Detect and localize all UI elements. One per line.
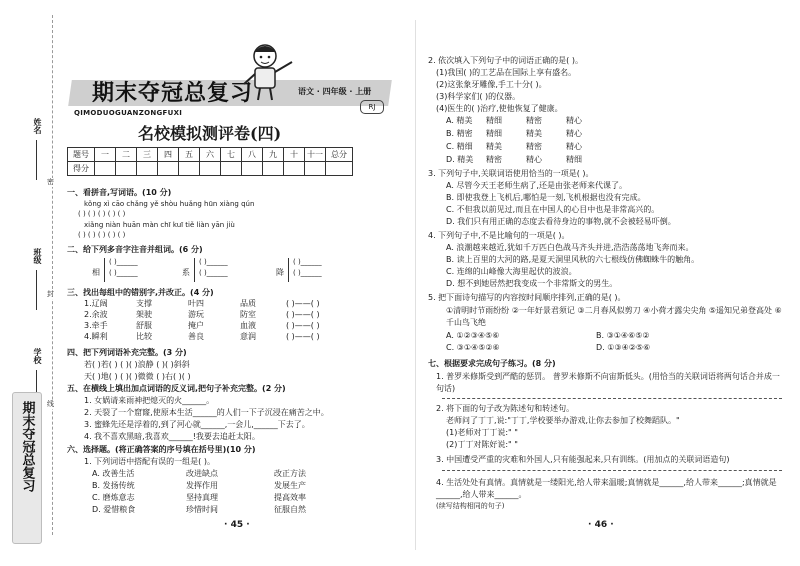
name-line [36, 140, 37, 180]
class-line [36, 270, 37, 310]
choice-option: 精细 [486, 116, 502, 125]
score-cell[interactable] [263, 162, 284, 176]
antonym-line-4[interactable]: 4. 我不喜欢黑暗,我喜欢______!我要去追赶太阳。 [84, 432, 260, 441]
q2-line-4: (4)医生的( )治疗,使他恢复了健康。 [436, 104, 563, 113]
score-cell[interactable] [158, 162, 179, 176]
section-5-title: 五、在横线上填出加点词语的反义词,把句子补充完整。(2 分) [67, 384, 286, 393]
section-7-title: 七、根据要求完成句子练习。(8 分) [428, 359, 556, 368]
seal-mark-3: 线 [47, 400, 54, 408]
strip-brand-box [12, 392, 42, 544]
choice-option: 征服自然 [274, 505, 306, 514]
choice-option: D. 爱惜粮食 [92, 505, 136, 514]
typo-word: 舒服 [136, 321, 152, 330]
choice-option-row[interactable] [446, 116, 582, 129]
q3-stem: 3. 下列句子中,关联词语使用恰当的一项是( )。 [428, 169, 594, 178]
choice-option-row[interactable] [446, 129, 582, 142]
choice-option-row[interactable] [92, 505, 306, 517]
choice-option: A. 改善生活 [92, 469, 135, 478]
choice-option-row[interactable] [92, 493, 306, 505]
paper-title: 名校模拟测评卷(四) [138, 124, 282, 143]
choice-option: 发挥作用 [186, 481, 218, 490]
typo-row [84, 310, 320, 321]
q2-stem: 2. 依次填入下列句子中的词语正确的是( )。 [428, 56, 583, 65]
typo-word: 叶四 [188, 299, 204, 308]
name-label: 姓名 [33, 118, 42, 134]
choice-option-row[interactable] [446, 331, 650, 343]
typo-table [84, 299, 320, 343]
typo-answer[interactable]: ( )——( ) [286, 332, 320, 341]
typo-word: 支撑 [136, 299, 152, 308]
answer-brackets-1[interactable]: ( ) ( ) ( ) ( ) ( ) [78, 210, 126, 218]
score-cell[interactable] [326, 162, 353, 176]
typo-word: 善良 [188, 332, 204, 341]
typo-word: 防室 [240, 310, 256, 319]
q5-items: ①清明时节雨纷纷 ②一年好景君须记 ③二月春风似剪刀 ④小荷才露尖尖角 ⑤遥知兄弟登高处 ⑥千山鸟飞绝 [446, 306, 782, 327]
idiom-row-1[interactable]: 若( )若( ) ( )( )浪静 ( )( )斜斜 [84, 360, 190, 369]
choice-option: 精心 [566, 142, 582, 151]
s7-q2-answer-2[interactable]: (2)丁丁对陈好说:" " [446, 440, 518, 449]
q2-line-1: (1)我国( )的工艺品在国际上享有盛名。 [436, 68, 577, 77]
choice-option: C. 精细 [446, 142, 473, 151]
typo-word: 意润 [240, 332, 256, 341]
typo-row [84, 321, 320, 332]
choice-q1-options [92, 469, 306, 517]
score-head-cell: 五 [179, 148, 200, 162]
choice-option: 精心 [526, 155, 542, 164]
typo-word: 架驶 [136, 310, 152, 319]
choice-option: 精细 [486, 129, 502, 138]
page-number-left-value: 45 [230, 520, 244, 530]
choice-option: 改进缺点 [186, 469, 218, 478]
polyphone-2-brace: ( )______ ( )______ [194, 258, 255, 282]
typo-answer[interactable]: ( )——( ) [286, 321, 320, 330]
answer-line[interactable] [442, 470, 782, 471]
score-table [67, 147, 353, 176]
strip-brand-text: 期末夺冠总复习 [19, 401, 35, 492]
idiom-row-2[interactable]: 天( )地( ) ( )( )微微 ( )右( )( ) [84, 372, 191, 381]
choice-option-row[interactable] [446, 343, 650, 355]
score-cell[interactable] [200, 162, 221, 176]
typo-word: 游玩 [188, 310, 204, 319]
score-cell[interactable] [95, 162, 116, 176]
choice-option: A. 精美 [446, 116, 473, 125]
q4-option-b[interactable]: B. 读上百里的大河的路,是夏天洞里风秋的六七根线仿佛蜘蛛牛的触角。 [446, 255, 700, 264]
score-head-cell: 八 [242, 148, 263, 162]
choice-option: 精心 [566, 116, 582, 125]
polyphone-2: 系 [182, 268, 190, 277]
section-4-title: 四、把下列词语补充完整。(3 分) [67, 348, 187, 357]
q3-option-d[interactable]: D. 我们只有用正确的态度去看待身边的事物,就不会被轻易吓倒。 [446, 217, 676, 226]
section-3-title: 三、找出每组中的错别字,并改正。(4 分) [67, 288, 214, 297]
answer-brackets-2[interactable]: ( ) ( ) ( ) ( ) ( ) [78, 231, 126, 239]
score-head-cell: 总分 [326, 148, 353, 162]
q4-stem: 4. 下列句子中,不是比喻句的一项是( )。 [428, 231, 570, 240]
typo-word: 1.辽阔 [84, 299, 108, 308]
q4-option-c[interactable]: C. 连绵的山峰像大海里起伏的波浪。 [446, 267, 577, 276]
choice-option: 精密 [526, 142, 542, 151]
section-6-title: 六、选择题。(将正确答案的序号填在括号里)(10 分) [67, 445, 256, 454]
choice-option: D. 精美 [446, 155, 474, 164]
typo-word: 3.牵手 [84, 321, 108, 330]
choice-option: B. ③①④⑥⑤② [596, 331, 650, 340]
section-1-title: 一、看拼音,写词语。(10 分) [67, 188, 172, 197]
pinyin-row-1: kǒng xì cāo chǎng yě shòu huǎng hūn xiàng qún [84, 200, 255, 208]
choice-option: 精心 [566, 129, 582, 138]
score-cell[interactable] [179, 162, 200, 176]
typo-word: 2.余波 [84, 310, 108, 319]
header-title: 期末夺冠总复习 [92, 81, 254, 106]
class-label: 班级 [33, 248, 42, 264]
q5-stem: 5. 把下面诗句描写的内容按时间顺序排列,正确的是( )。 [428, 293, 626, 302]
score-header-row [68, 148, 353, 162]
page-number-right: · 46 · [588, 520, 614, 530]
score-head-cell: 十 [284, 148, 305, 162]
binding-strip [0, 0, 66, 566]
mascot-icon [230, 40, 300, 102]
q2-line-2: (2)这张象牙雕像,手工十分( )。 [436, 80, 547, 89]
typo-word: 比较 [136, 332, 152, 341]
score-cell[interactable] [284, 162, 305, 176]
s7-q4-note: (续写结构相同的句子) [436, 502, 505, 510]
choice-option: 精细 [566, 155, 582, 164]
score-head-cell: 题号 [68, 148, 95, 162]
choice-option: 改正方法 [274, 469, 306, 478]
seal-mark: 密 [47, 178, 54, 186]
score-cell[interactable] [116, 162, 137, 176]
q2-options [446, 116, 582, 168]
pinyin-row-2: xiǎng niàn huān màn chī kuī tiě liàn yān jiù [84, 221, 235, 229]
choice-option: 精密 [526, 116, 542, 125]
choice-q1: 1. 下列词语中搭配有误的一组是( )。 [84, 457, 215, 466]
q5-options [446, 331, 650, 355]
typo-word: 品质 [240, 299, 256, 308]
seal-mark-2: 封 [47, 290, 54, 298]
polyphone-3: 降 [276, 268, 284, 277]
cut-line [52, 15, 53, 535]
choice-option-row[interactable] [446, 155, 582, 168]
score-head-cell: 一 [95, 148, 116, 162]
section-2-title: 二、给下列多音字注音并组词。(6 分) [67, 245, 203, 254]
polyphone-1-brace: ( )______ ( )______ [104, 258, 165, 282]
typo-answer[interactable]: ( )——( ) [286, 310, 320, 319]
antonym-line-2[interactable]: 2. 天裂了一个窟窿,使原本生活______的人们一下子沉浸在痛苦之中。 [84, 408, 329, 417]
score-head-cell: 九 [263, 148, 284, 162]
s7-q2-answer-1[interactable]: (1)老师对丁丁说:" " [446, 428, 518, 437]
choice-option: 珍惜时间 [186, 505, 218, 514]
typo-row [84, 299, 320, 310]
choice-option: A. ①②③④⑤⑥ [446, 331, 500, 340]
score-head-cell: 十一 [305, 148, 326, 162]
s7-q2-prompt: 老师问了丁丁,说:"丁丁,学校要举办游戏,让你去参加了校舞蹈队。" [446, 416, 680, 425]
choice-option: D. ①③④②⑤⑥ [596, 343, 651, 352]
choice-option: 精美 [486, 142, 502, 151]
score-head-cell: 二 [116, 148, 137, 162]
score-label-cell: 得分 [68, 162, 95, 176]
page-number-left: · 45 · [224, 520, 250, 530]
s7-q2: 2. 将下面的句子改为陈述句和转述句。 [436, 404, 575, 413]
s7-q4[interactable]: 4. 生活处处有真情。真情就是一缕阳光,给人带来温暖;真情就是______,给人带来______;真情就是______,给人带来______。 [436, 478, 777, 499]
choice-option: B. 精密 [446, 129, 473, 138]
s7-q1: 1. 普罗米修斯受到严酷的惩罚。 普罗米修斯不向宙斯低头。(用恰当的关联词语将两句话合并成一句话) [436, 372, 780, 393]
score-head-cell: 六 [200, 148, 221, 162]
score-cell[interactable] [305, 162, 326, 176]
choice-option: C. ③①④⑤②⑥ [446, 343, 500, 352]
choice-option: 精美 [526, 129, 542, 138]
choice-option: 提高效率 [274, 493, 306, 502]
s7-q3: 3. 中国遭受严重的灾难和外国人,只有能强起来,只有训练。(用加点的关联词语造句) [436, 455, 730, 464]
edition-badge: RJ [360, 100, 384, 114]
score-head-cell: 三 [137, 148, 158, 162]
score-head-cell: 四 [158, 148, 179, 162]
school-label: 学校 [33, 348, 42, 364]
q3-option-b[interactable]: B. 即使我登上飞机后,哪怕是一刻,飞机根据也没有完成。 [446, 193, 646, 202]
polyphone-3-brace: ( )______ ( )______ [288, 258, 349, 282]
choice-option: B. 发扬传统 [92, 481, 135, 490]
header-pinyin: QIMODUOGUANZONGFUXI [74, 109, 183, 117]
answer-line[interactable] [442, 398, 782, 399]
choice-option: 发展生产 [274, 481, 306, 490]
score-cell[interactable] [221, 162, 242, 176]
choice-option-row[interactable] [446, 142, 582, 155]
antonym-line-3[interactable]: 3. 蜜蜂先还是浮着的,到了河心就______,一会儿,______下去了。 [84, 420, 310, 429]
page-gutter [415, 20, 416, 550]
choice-option-row[interactable] [92, 469, 306, 481]
polyphone-1: 相 [92, 268, 100, 277]
q3-option-c[interactable]: C. 不但我以前见过,而且在中国人的心目中也是非常高兴的。 [446, 205, 660, 214]
typo-word: 4.瞬利 [84, 332, 108, 341]
q4-option-d[interactable]: D. 想不到她居然把我变成一个非常斯文的男生。 [446, 279, 618, 288]
q3-option-a[interactable]: A. 尽管今天王老师生病了,还是由张老师来代课了。 [446, 181, 627, 190]
page-number-right-value: 46 [594, 520, 608, 530]
typo-answer[interactable]: ( )——( ) [286, 299, 320, 308]
score-cell[interactable] [242, 162, 263, 176]
choice-option: C. 磨炼意志 [92, 493, 135, 502]
choice-option: 坚持真理 [186, 493, 218, 502]
q2-line-3: (3)科学家们( )的仪器。 [436, 92, 521, 101]
typo-word: 血液 [240, 321, 256, 330]
q4-option-a[interactable]: A. 浪潮越来越近,犹如千万匹白色战马齐头并进,浩浩荡荡地飞奔而来。 [446, 243, 694, 252]
choice-option: 精密 [486, 155, 502, 164]
score-head-cell: 七 [221, 148, 242, 162]
typo-row [84, 332, 320, 343]
choice-option-row[interactable] [92, 481, 306, 493]
subject-label: 语文 · 四年级 · 上册 [298, 87, 372, 96]
antonym-line-1[interactable]: 1. 女娲请来雨神把熄灭的火______。 [84, 396, 215, 405]
score-cell[interactable] [137, 162, 158, 176]
typo-word: 掩户 [188, 321, 204, 330]
score-row [68, 162, 353, 176]
